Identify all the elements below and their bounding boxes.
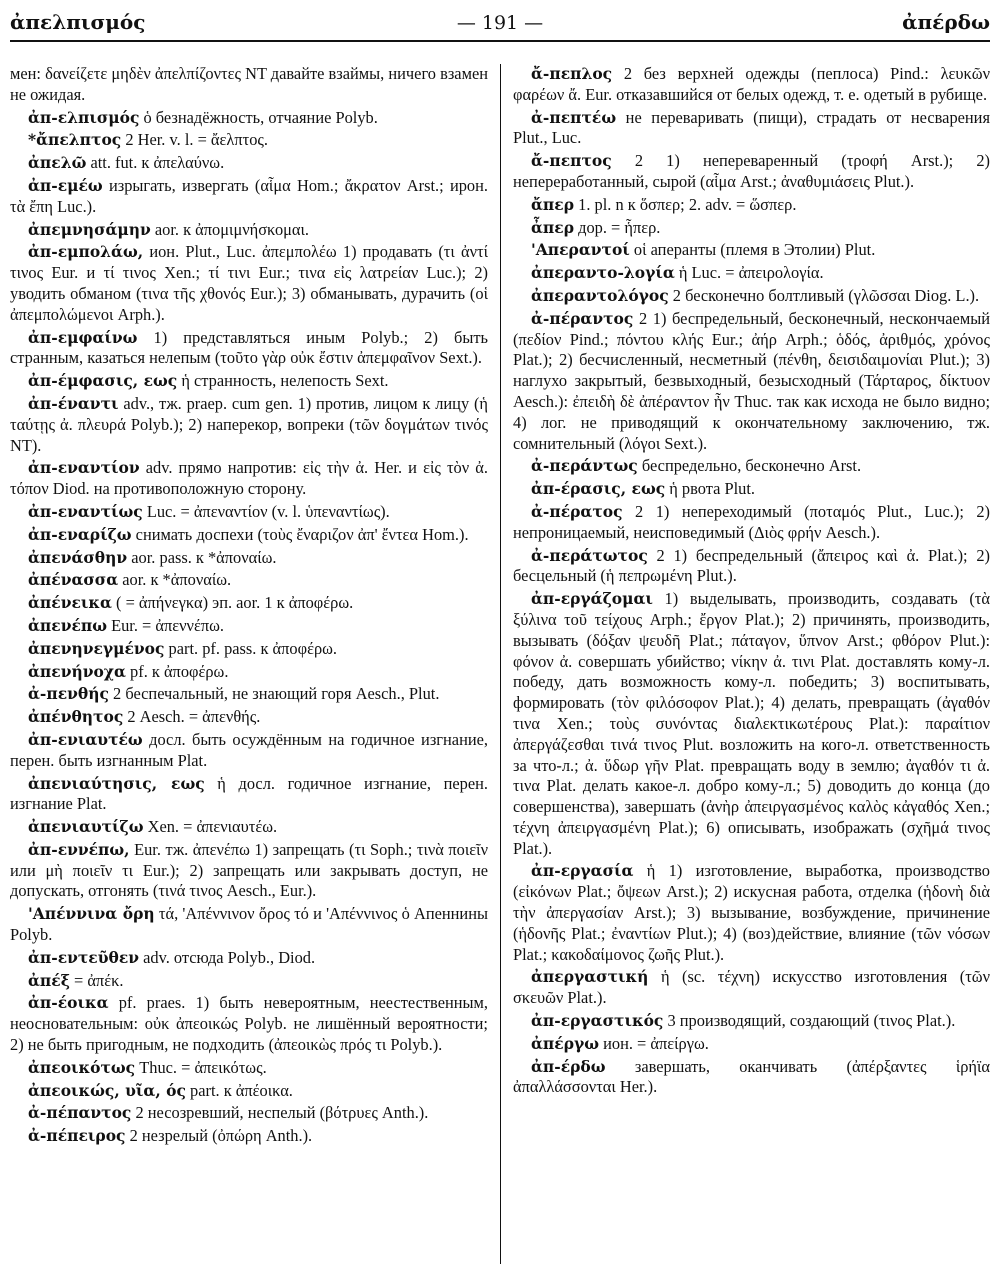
entry-definition: 3 производящий, создающий (τινος Plat.). — [667, 1011, 956, 1031]
header-left-guideword: ἀπελπισμός — [10, 10, 146, 34]
entry-headword: ἀπενέπω — [28, 615, 107, 635]
entry-definition: pf. praes. 1) быть невероятным, неестественным, неосновательным: οὐκ ἀπεοικώς Polyb. не лишённый вероятности; 2) не быть пригодным, не подходить (ἀπεοικὼς πρός τι Polyb.). — [10, 993, 488, 1055]
dictionary-entry — [513, 967, 990, 1009]
entry-definition: дор. = ἧπερ. — [578, 217, 661, 237]
entry-definition: не переваривать (пищи), страдать от несварения Plut., Luc. — [513, 107, 990, 148]
entry-definition: 2 беспечальный, не знающий горя Aesch., Plut. — [113, 684, 440, 704]
left-column — [10, 64, 488, 1274]
dictionary-entry — [10, 458, 488, 500]
dictionary-entry — [513, 263, 990, 284]
dictionary-entry — [10, 525, 488, 546]
entry-headword: ἀπ-εργάζομαι — [531, 589, 653, 609]
entry-headword: ἀπενιαυτίζω — [28, 817, 144, 837]
column-divider — [500, 64, 501, 1264]
dictionary-entry — [513, 218, 990, 239]
entry-definition: снимать доспехи (τοὺς ἔναριζον ἀπ' ἔντεα Hom.). — [135, 524, 469, 544]
dictionary-entry — [10, 242, 488, 325]
entry-headword: ἀπ-έρασις, εως — [531, 479, 666, 499]
entry-definition: 2 бесконечно болтливый (γλῶσσαι Diog. L.). — [672, 285, 980, 305]
entry-definition: 1. pl. n к ὅσπερ; 2. adv. = ὥσπερ. — [578, 194, 797, 214]
dictionary-entry — [513, 108, 990, 150]
entry-headword: ἀπ-εργασία — [531, 861, 634, 881]
entry-definition: ἡ (sc. τέχνη) искусство изготовления (τῶν σκευῶν Plat.). — [513, 967, 990, 1008]
entry-headword: ἀπέργω — [531, 1033, 599, 1053]
entry-definition: ὁ безнадёжность, отчаяние Polyb. — [143, 107, 378, 127]
dictionary-entry — [513, 589, 990, 859]
entry-definition: 1) представляться иным Polyb.; 2) быть странным, казаться нелепым (τοῦτο γὰρ οὐκ ἔστιν ἀπεμφαῖνον Sext.). — [10, 327, 488, 368]
entry-definition: ἡ странность, нелепость Sext. — [181, 371, 389, 391]
dictionary-entry — [10, 1081, 488, 1102]
dictionary-entry — [513, 1011, 990, 1032]
entry-headword: ἀπένασσα — [28, 570, 119, 590]
dictionary-entry — [513, 546, 990, 588]
entry-definition: 2 без верхней одежды (пеплоса) Pind.: λευκῶν φαρέων ἄ. Eur. отказавшийся от белых одежд, т. е. одетый в рубище. — [513, 64, 990, 104]
entry-definition: ἡ досл. годичное изгнание, перен. изгнание Plat. — [10, 773, 488, 814]
dictionary-entry — [513, 1034, 990, 1055]
dictionary-entry — [10, 684, 488, 705]
dictionary-entry — [513, 309, 990, 455]
dictionary-entry — [513, 502, 990, 544]
entry-definition: 2 несозревший, неспелый (βότρυες Anth.). — [135, 1103, 429, 1123]
right-column — [513, 64, 990, 1274]
dictionary-entry — [10, 1103, 488, 1124]
entry-headword: ἀ-πενθής — [28, 684, 109, 704]
entry-definition: ἡ 1) изготовление, выработка, производство (εἰκόνων Plat.; ὄψεων Arst.); 2) искусная работа, отделка (ἡδονὴ διὰ τὴν ἀπεργασίαν Arst.); 3) вызывание, возбуждение, причинение (ἡδονῆς Plat.; ἐναντίων Plut.); 4) (воз)действие, влияние (τῶν νόσων Plat.; κακοδαίμονος ζωῆς Plut.). — [513, 861, 990, 964]
entry-headword: ἀπενιαύτησις, εως — [28, 773, 205, 793]
entry-definition: мен: δανείζετε μηδὲν ἀπελπίζοντες NT давайте взаймы, ничего взамен не ожидая. — [10, 64, 488, 104]
dictionary-entry — [10, 948, 488, 969]
dictionary-entry — [513, 456, 990, 477]
dictionary-entry — [10, 176, 488, 218]
entry-headword: ἀπελῶ — [28, 153, 87, 173]
entry-headword: ἀπ-εναρίζω — [28, 524, 132, 544]
entry-definition: Thuc. = ἀπεικότως. — [139, 1057, 267, 1077]
entry-definition: = ἀπέκ. — [74, 970, 124, 990]
entry-definition: Xen. = ἀπενιαυτέω. — [147, 817, 278, 837]
entry-headword: ἀπέξ — [28, 970, 70, 990]
entry-definition: 2 1) непереваренный (τροφή Arst.); 2) непереработанный, сырой (αἷμα Arst.; ἀναθυμιάσεις Plut.). — [513, 151, 990, 191]
entry-headword: ἀπενήνοχα — [28, 661, 126, 681]
entry-definition: ион. = ἀπείργω. — [603, 1033, 709, 1053]
dictionary-entry — [513, 151, 990, 193]
entry-definition: 2 незрелый (ὀπώρη Anth.). — [129, 1126, 313, 1146]
dictionary-entry — [10, 1058, 488, 1079]
dictionary-entry — [10, 840, 488, 902]
entry-headword: ἀπ-εναντίον — [28, 458, 140, 478]
dictionary-entry — [513, 861, 990, 965]
entry-definition: ( = ἀπήνεγκα) эп. aor. 1 к ἀποφέρω. — [116, 593, 354, 613]
entry-headword: 'Απέννινα ὄρη — [28, 904, 155, 924]
entry-headword: ἀπ-εντεῦθεν — [28, 947, 140, 967]
entry-headword: ἀπ-εργαστικός — [531, 1011, 664, 1031]
entry-headword: ἀ-πέπειρος — [28, 1126, 126, 1146]
entry-headword: ἀπ-έοικα — [28, 993, 109, 1013]
dictionary-entry — [513, 1057, 990, 1099]
entry-headword: ἀ-πέραντος — [531, 308, 634, 328]
dictionary-entry — [10, 394, 488, 456]
entry-headword: ἀπ-εμέω — [28, 175, 103, 195]
entry-headword: ἀπ-εμφαίνω — [28, 327, 138, 347]
entry-definition: ион. Plut., Luc. ἀπεμπολέω 1) продавать (τι ἀντί τινος Eur. и τί τινος Xen.; τί τινι Eur.; τινα εἰς λατρείαν Luc.); 2) уводить обманом (τινα τῆς χθονός Eur.); 3) обманывать, дурачить (οἱ ἀπεμπολώμενοι Arph.). — [10, 242, 488, 324]
entry-definition: 2 1) беспредельный (ἄπειρος καὶ ἀ. Plat.); 2) бесцельный (ἡ πεπρωμένη Plut.). — [513, 545, 990, 586]
dictionary-entry — [10, 153, 488, 174]
entry-definition: aor. к *ἀποναίω. — [122, 570, 232, 590]
entry-headword: ἀπένθητος — [28, 707, 124, 727]
entry-definition: 2 1) беспредельный, бесконечный, нескончаемый (πεδίον Pind.; πόντου κλής Eur.; ἀήρ Arph.; ὁδός, ἀριθμός, χρόνος Plat.); 2) бесчисленный, несметный (πένθη, δεισιδαιμονίαι Plut.); 3) наглухо закрытый, безвыходный, безысходный (Τάρταρος, δίκτυον Aesch.): ἐπειδὴ δὲ ἀπέραντον ἦν Thuc. так как исхода не было видно; 4) лог. не приводящий к окончательному заключению, тж. сомнительный (λόγοι Sext.). — [513, 308, 990, 453]
entry-headword: ἀπεοικότως — [28, 1057, 136, 1077]
entry-definition: беспредельно, бесконечно Arst. — [641, 456, 862, 476]
dictionary-entry — [513, 240, 990, 261]
entry-headword: ἀπ-εμπολάω, — [28, 242, 144, 262]
dictionary-entry — [10, 108, 488, 129]
entry-definition: Luc. = ἀπεναντίον (v. l. ὑπεναντίως). — [146, 501, 390, 521]
page-number: — 191 — — [456, 12, 544, 34]
dictionary-entry — [513, 286, 990, 307]
entry-definition: adv. отсюда Polyb., Diod. — [143, 947, 316, 967]
dictionary-entry — [513, 479, 990, 500]
page-header — [10, 6, 990, 38]
entry-headword: ἀπεραντολόγος — [531, 285, 669, 305]
entry-headword: ἀπενηνεγμένος — [28, 638, 165, 658]
dictionary-entry — [10, 1126, 488, 1147]
entry-headword: ἀπενάσθην — [28, 547, 128, 567]
entry-definition: part. pf. pass. к ἀποφέρω. — [168, 638, 338, 658]
entry-headword: ἀπ-εναντίως — [28, 501, 143, 521]
entry-headword: ἀπεοικώς, υῖα, ός — [28, 1080, 186, 1100]
entry-headword: ἀπένεικα — [28, 593, 112, 613]
header-right-guideword: ἀπέρδω — [902, 10, 990, 34]
entry-headword: ἀπ-ενιαυτέω — [28, 729, 143, 749]
entry-definition: part. к ἀπέοικα. — [190, 1080, 293, 1100]
entry-definition: pf. к ἀποφέρω. — [130, 661, 229, 681]
entry-definition: 1) выделывать, производить, создавать (τὰ ξύλινα τοῦ τείχους Arph.; ἔργον Plat.); 2) причинять, производить, вызывать (δόξαν ψευδῆ Plat.; πάταγον, ὕπνον Arst.; φθόρον Plut.): φόνον ἀ. совершать убийство; νίκην ἀ. τινι Plat. доставлять кому-л. победу, дать возможность кому-л. победить; 3) воспитывать, формировать (τὸν φιλόσοφον Plat.); 4) делать, превращать (ἀγαθόν τινα Xen.; τοὺς συνόντας διαλεκτικωτέρους Plat.): παραίτιον ἀπεργάζεσθαι τινά τινος Plut. возложить на кого-л. ответственность за что-л.; ἀ. ὕδωρ γῆν Plat. превращать воду в землю; ἀγαθόν τι ἀ. τινα Plat. делать какое-л. добро кому-л.; 5) доводить до конца (до совершенства), завершать (ἀνὴρ ἀπειργασμένος καλὸς κἀγαθός Xen.; τέχνη ἀπειργασμένη Plat.); 6) описывать, изображать (σχῆμά τινος Plat.). — [513, 589, 990, 858]
entry-headword: ἀ-περάτωτος — [531, 545, 648, 565]
entry-definition: οἱ аперанты (племя в Этолии) Plut. — [633, 240, 876, 260]
dictionary-entry — [10, 220, 488, 241]
dictionary-entry — [10, 328, 488, 370]
dictionary-entry — [10, 639, 488, 660]
dictionary-entry — [10, 730, 488, 772]
entry-headword: ἀ-πέπαντος — [28, 1103, 132, 1123]
entry-definition: Eur. = ἀπεννέπω. — [111, 615, 225, 635]
entry-definition: досл. быть осуждённым на годичное изгнание, перен. быть изгнанным Plat. — [10, 729, 488, 770]
entry-headword: ἄπερ — [531, 194, 575, 214]
entry-headword: ἀ-πέρατος — [531, 501, 623, 521]
dictionary-entry — [10, 971, 488, 992]
entry-definition: ἡ рвота Plut. — [669, 479, 755, 499]
entry-definition: aor. к ἀπομιμνήσκομαι. — [154, 219, 310, 239]
dictionary-entry — [10, 707, 488, 728]
entry-definition: изрыгать, извергать (αἷμα Hom.; ἄκρατον Arst.; ирон. τὰ ἔπη Luc.). — [10, 175, 488, 216]
dictionary-entry — [10, 502, 488, 523]
dictionary-entry — [10, 774, 488, 816]
entry-definition: ἡ Luc. = ἀπειρολογία. — [678, 263, 824, 283]
entry-headword: *ἄπελπτος — [28, 130, 122, 150]
entry-definition: 2 Aesch. = ἀπενθής. — [127, 707, 261, 727]
entry-headword: ἀπ-έμφασις, εως — [28, 371, 178, 391]
dictionary-entry — [10, 64, 488, 106]
entry-headword: ἀπ-έναντι — [28, 393, 119, 413]
entry-headword: 'Απεραντοί — [531, 240, 630, 260]
entry-definition: adv., тж. praep. cum gen. 1) против, лицом к лицу (ἡ ταύτῃς ἀ. πλευρά Polyb.); 2) наперекор, вопреки (τῶν δογμάτων τινός NT). — [10, 393, 488, 455]
entry-headword: ἀ-πεπτέω — [531, 107, 617, 127]
entry-headword: ἀπ-ελπισμός — [28, 107, 140, 127]
entry-headword: ἄ-πεπλος — [531, 64, 613, 83]
entry-definition: 2 1) непереходимый (ποταμός Plut., Luc.); 2) непроницаемый, неисповедимый (Διὸς φρήν Aesch.). — [513, 501, 990, 542]
entry-headword: ἄ-πεπτος — [531, 151, 612, 171]
entry-headword: ἀπ-έρδω — [531, 1056, 606, 1076]
entry-definition: завершать, оканчивать (ἀπέρξαντες ἱρήϊα ἀπαλλάσσονται Her.). — [513, 1056, 990, 1097]
entry-definition: aor. pass. к *ἀποναίω. — [131, 547, 277, 567]
dictionary-entry — [10, 130, 488, 151]
entry-headword: ἆπερ — [531, 217, 575, 237]
dictionary-entry — [10, 904, 488, 946]
dictionary-entry — [513, 64, 990, 106]
dictionary-entry — [513, 195, 990, 216]
entry-definition: 2 Her. v. l. = ἄελπτος. — [125, 130, 268, 150]
dictionary-entry — [10, 570, 488, 591]
entry-definition: τά, 'Απέννινον ὄρος τό и 'Απέννινος ὁ Апеннины Polyb. — [10, 904, 488, 945]
dictionary-entry — [10, 817, 488, 838]
entry-definition: Eur. тж. ἀπενέπω 1) запрещать (τι Soph.; τινὰ ποιεῖν или μὴ ποιεῖν τι Eur.); 2) запрещать или закрывать доступ, не допускать, отгонять (τινά τινος Aesch., Eur.). — [10, 839, 488, 901]
dictionary-entry — [10, 548, 488, 569]
entry-headword: ἀπεργαστική — [531, 967, 649, 987]
dictionary-entry — [10, 616, 488, 637]
entry-headword: ἀ-περάντως — [531, 456, 638, 476]
entry-headword: ἀπεμνησάμην — [28, 219, 151, 239]
entry-headword: ἀπεραντο-λογία — [531, 263, 675, 283]
entry-headword: ἀπ-εννέπω, — [28, 839, 130, 859]
header-rule — [10, 40, 990, 42]
dictionary-entry — [10, 593, 488, 614]
dictionary-entry — [10, 371, 488, 392]
dictionary-entry — [10, 993, 488, 1055]
entry-definition: att. fut. к ἀπελαύνω. — [90, 153, 225, 173]
entry-definition: adv. прямо напротив: εἰς τὴν ἀ. Her. и εἰς τὸν ἀ. τόπον Diod. на противоположную сторону. — [10, 458, 488, 499]
dictionary-entry — [10, 662, 488, 683]
